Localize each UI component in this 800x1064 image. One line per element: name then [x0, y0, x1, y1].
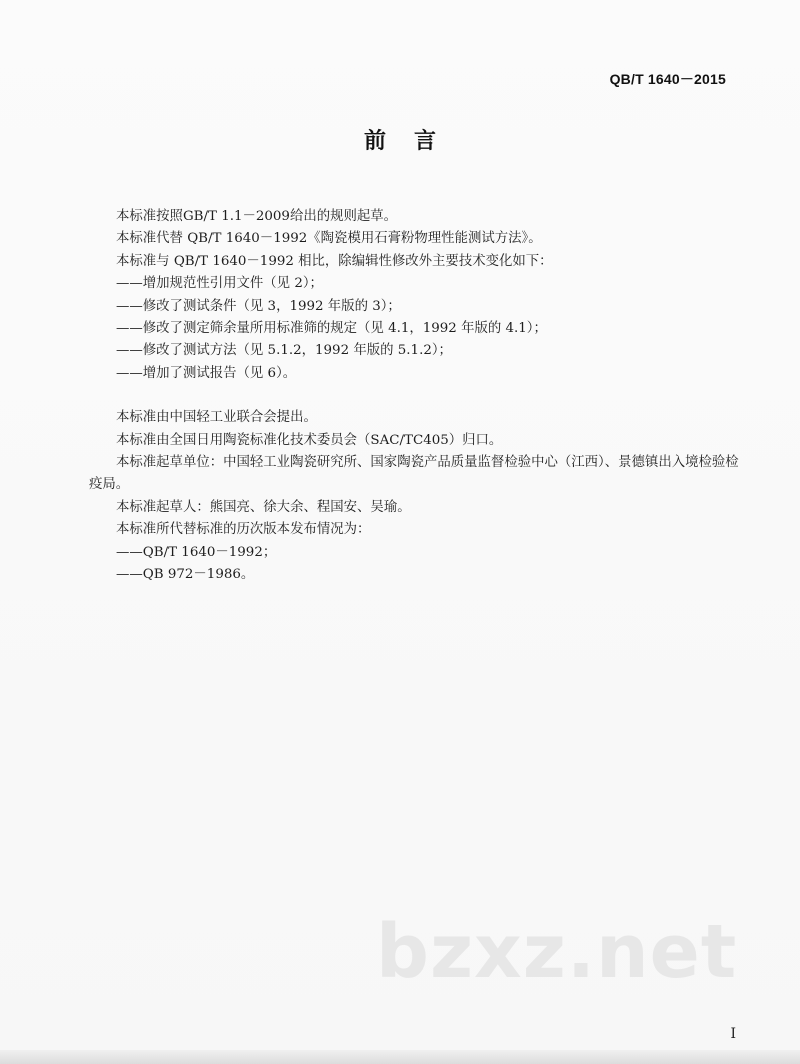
paragraph-replaces: 本标准代替 QB/T 1640－1992《陶瓷模用石膏粉物理性能测试方法》。: [116, 231, 542, 247]
history-item: ——QB 972－1986。: [116, 567, 255, 583]
change-item: ——修改了测试条件（见 3，1992 年版的 3）；: [116, 298, 401, 314]
page-title: [0, 124, 800, 155]
page-bottom-edge: [0, 1050, 800, 1064]
foreword-body: [89, 206, 739, 587]
title-char-1: 前: [363, 129, 386, 154]
standard-code: QB/T 1640－2015: [609, 71, 726, 87]
watermark: bzxz.net: [376, 909, 738, 995]
title-char-2: 言: [414, 129, 437, 154]
paragraph-drafting-rules: 本标准按照GB/T 1.1－2009给出的规则起草。: [116, 209, 398, 224]
change-item: ——增加了测试报告（见 6）。: [116, 365, 297, 381]
change-item: ——修改了测试方法（见 5.1.2，1992 年版的 5.1.2）；: [116, 343, 452, 359]
paragraph-history-intro: 本标准所代替标准的历次版本发布情况为：: [116, 522, 371, 538]
page-number: I: [730, 1026, 736, 1042]
change-item: ——增加规范性引用文件（见 2）；: [116, 276, 323, 292]
paragraph-drafting-units: 本标准起草单位：中国轻工业陶瓷研究所、国家陶瓷产品质量监督检验中心（江西）、景德镇出入境检验检疫局。: [89, 455, 739, 493]
paragraph-changes-intro: 本标准与 QB/T 1640－1992 相比，除编辑性修改外主要技术变化如下：: [116, 253, 553, 269]
paragraph-managed-by: 本标准由全国日用陶瓷标准化技术委员会（SAC/TC405）归口。: [116, 432, 503, 448]
paragraph-drafters: 本标准起草人：熊国亮、徐大余、程国安、吴瑜。: [116, 499, 411, 515]
change-item: ——修改了测定筛余量所用标准筛的规定（见 4.1，1992 年版的 4.1）；: [116, 321, 547, 337]
history-item: ——QB/T 1640－1992；: [116, 544, 277, 560]
paragraph-proposed-by: 本标准由中国轻工业联合会提出。: [116, 410, 317, 426]
